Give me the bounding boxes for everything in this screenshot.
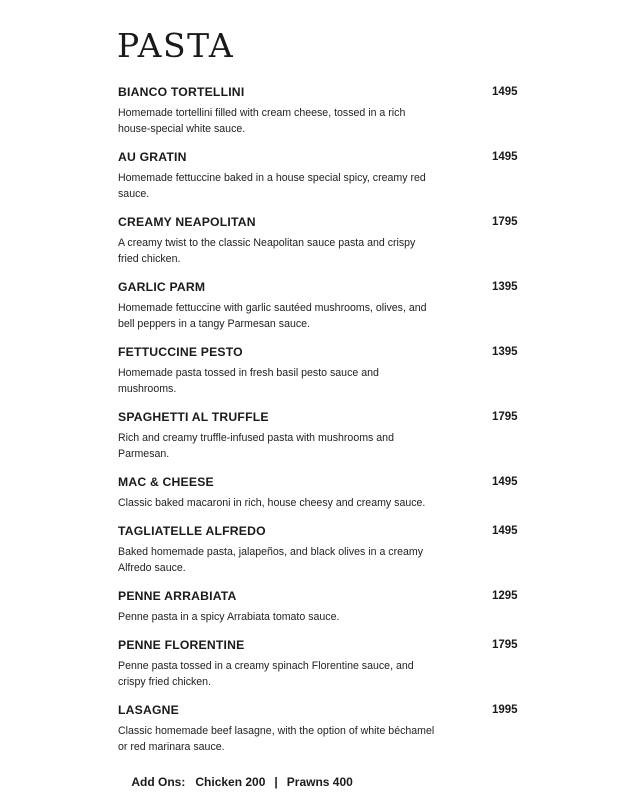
menu-item-name: BIANCO TORTELLINI	[118, 85, 245, 99]
menu-item-name: PENNE ARRABIATA	[118, 589, 237, 603]
menu-item-price: 1495	[492, 476, 518, 488]
menu-item	[118, 345, 518, 397]
menu-item-price: 1495	[492, 86, 518, 98]
menu-item	[118, 280, 518, 332]
menu-item-description: Penne pasta tossed in a creamy spinach Florentine sauce, and crispy fried chicken.	[118, 660, 414, 688]
add-on-prawns: Prawns 400	[286, 775, 353, 789]
menu-item-name: AU GRATIN	[118, 150, 187, 164]
menu-item-description: Homemade tortellini filled with cream cheese, tossed in a rich house-special white sauce.	[118, 107, 406, 135]
menu-item	[118, 150, 518, 202]
menu-item-price: 1495	[492, 525, 518, 537]
menu-item-description: Classic homemade beef lasagne, with the option of white béchamel or red marinara sauce.	[118, 725, 435, 753]
menu-item-price: 1395	[492, 281, 518, 293]
menu-item-name: SPAGHETTI AL TRUFFLE	[118, 410, 269, 424]
menu-item-name: LASAGNE	[118, 703, 179, 717]
menu-item	[118, 638, 518, 690]
menu-item-price: 1995	[492, 704, 518, 716]
menu-item-description: Homemade pasta tossed in fresh basil pesto sauce and mushrooms.	[118, 367, 379, 395]
add-ons	[118, 761, 353, 803]
menu-item	[118, 215, 518, 267]
menu-item-name: TAGLIATELLE ALFREDO	[118, 524, 266, 538]
menu-item-name: FETTUCCINE PESTO	[118, 345, 243, 359]
menu-item-description: Rich and creamy truffle-infused pasta with mushrooms and Parmesan.	[118, 432, 394, 460]
menu-item	[118, 703, 518, 755]
menu-item-price: 1295	[492, 590, 518, 602]
menu-item-price: 1795	[492, 411, 518, 423]
menu-item-price: 1495	[492, 151, 518, 163]
menu-item-description: Homemade fettuccine baked in a house special spicy, creamy red sauce.	[118, 172, 426, 200]
menu-item-description: A creamy twist to the classic Neapolitan sauce pasta and crispy fried chicken.	[118, 237, 416, 265]
menu-item	[118, 524, 518, 576]
menu-item-description: Homemade fettuccine with garlic sautéed mushrooms, olives, and bell peppers in a tangy Parmesan sauce.	[118, 302, 427, 330]
menu-item-name: GARLIC PARM	[118, 280, 206, 294]
menu-item-description: Classic baked macaroni in rich, house cheesy and creamy sauce.	[118, 497, 426, 509]
menu-items-list	[118, 85, 518, 755]
menu-item-description: Baked homemade pasta, jalapeños, and black olives in a creamy Alfredo sauce.	[118, 546, 424, 574]
menu-item	[118, 410, 518, 462]
menu-item	[118, 475, 518, 511]
menu-item	[118, 589, 518, 625]
add-on-chicken: Chicken 200	[195, 775, 266, 789]
add-ons-label: Add Ons:	[131, 775, 186, 789]
menu-item-price: 1795	[492, 639, 518, 651]
menu-item-price: 1395	[492, 346, 518, 358]
add-ons-separator: |	[274, 775, 278, 789]
menu-item-name: CREAMY NEAPOLITAN	[118, 215, 256, 229]
page-title: PASTA	[117, 26, 235, 65]
menu-item	[118, 85, 518, 137]
menu-item-price: 1795	[492, 216, 518, 228]
menu-item-name: MAC & CHEESE	[118, 475, 214, 489]
menu-item-description: Penne pasta in a spicy Arrabiata tomato sauce.	[118, 611, 340, 623]
menu-item-name: PENNE FLORENTINE	[118, 638, 245, 652]
